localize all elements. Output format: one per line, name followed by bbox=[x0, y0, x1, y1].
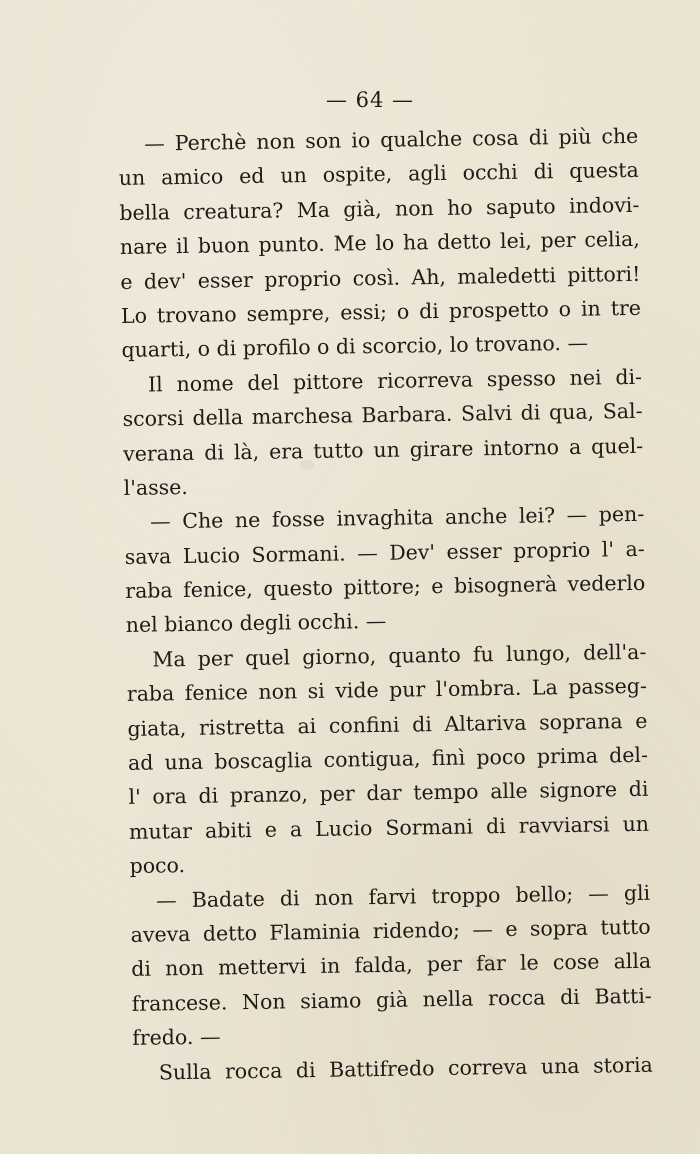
text-line: raba fenice non si vide pur l'ombra. La passeg- bbox=[126, 674, 648, 707]
text-line: l'asse. bbox=[123, 474, 188, 500]
text-line: — Badate di non farvi troppo bello; — gli bbox=[155, 880, 651, 913]
text-line: fredo. — bbox=[132, 1024, 221, 1051]
text-line: Lo trovano sempre, essi; o di prospetto o in tre bbox=[120, 295, 642, 328]
text-line: Sulla rocca di Battifredo correva una storia bbox=[158, 1052, 653, 1085]
text-line: un amico ed un ospite, agli occhi di questa bbox=[118, 158, 639, 191]
page-number: — 64 — bbox=[325, 88, 415, 112]
text-line: l' ora di pranzo, per dar tempo alle signore di bbox=[128, 777, 649, 810]
text-line: Il nome del pittore ricorreva spesso nei di- bbox=[147, 364, 643, 397]
text-line: verana di là, era tutto un girare intorno a quel- bbox=[122, 433, 644, 466]
text-line: — Che ne fosse invaghita anche lei? — pen- bbox=[150, 502, 645, 534]
text-line: sava Lucio Sormani. — Dev' esser proprio l' a- bbox=[124, 536, 645, 569]
text-line: — Perchè non son io qualche cosa di più che bbox=[144, 123, 639, 156]
text-line: francese. Non siamo già nella rocca di Batti- bbox=[131, 983, 652, 1016]
text-line: e dev' esser proprio così. Ah, maledetti pittori! bbox=[120, 261, 641, 294]
text-line: raba fenice, questo pittore; e bisognerà vederlo bbox=[125, 570, 646, 604]
text-line: nel bianco degli occhi. — bbox=[125, 609, 387, 638]
text-line: giata, ristretta ai confini di Altariva soprana e bbox=[127, 708, 648, 741]
text-line: poco. bbox=[129, 853, 186, 879]
text-line: nare il buon punto. Me lo ha detto lei, per celia, bbox=[119, 226, 641, 260]
text-line: mutar abiti e a Lucio Sormani di ravviarsi un bbox=[128, 811, 650, 844]
body-text bbox=[118, 119, 653, 1090]
text-line: quarti, o di profilo o di scorcio, lo trovano. — bbox=[121, 330, 589, 363]
text-line: scorsi della marchesa Barbara. Salvi di qua, Sal- bbox=[122, 398, 643, 432]
text-line: di non mettervi in falda, per far le cose alla bbox=[131, 949, 652, 982]
text-line: aveva detto Flaminia ridendo; — e sopra tutto bbox=[130, 914, 651, 947]
text-line: ad una boscaglia contigua, finì poco prima del- bbox=[127, 742, 649, 775]
text-line: Ma per quel giorno, quanto fu lungo, dell'a- bbox=[152, 639, 647, 672]
text-line: bella creatura? Ma già, non ho saputo indovi- bbox=[119, 192, 640, 225]
